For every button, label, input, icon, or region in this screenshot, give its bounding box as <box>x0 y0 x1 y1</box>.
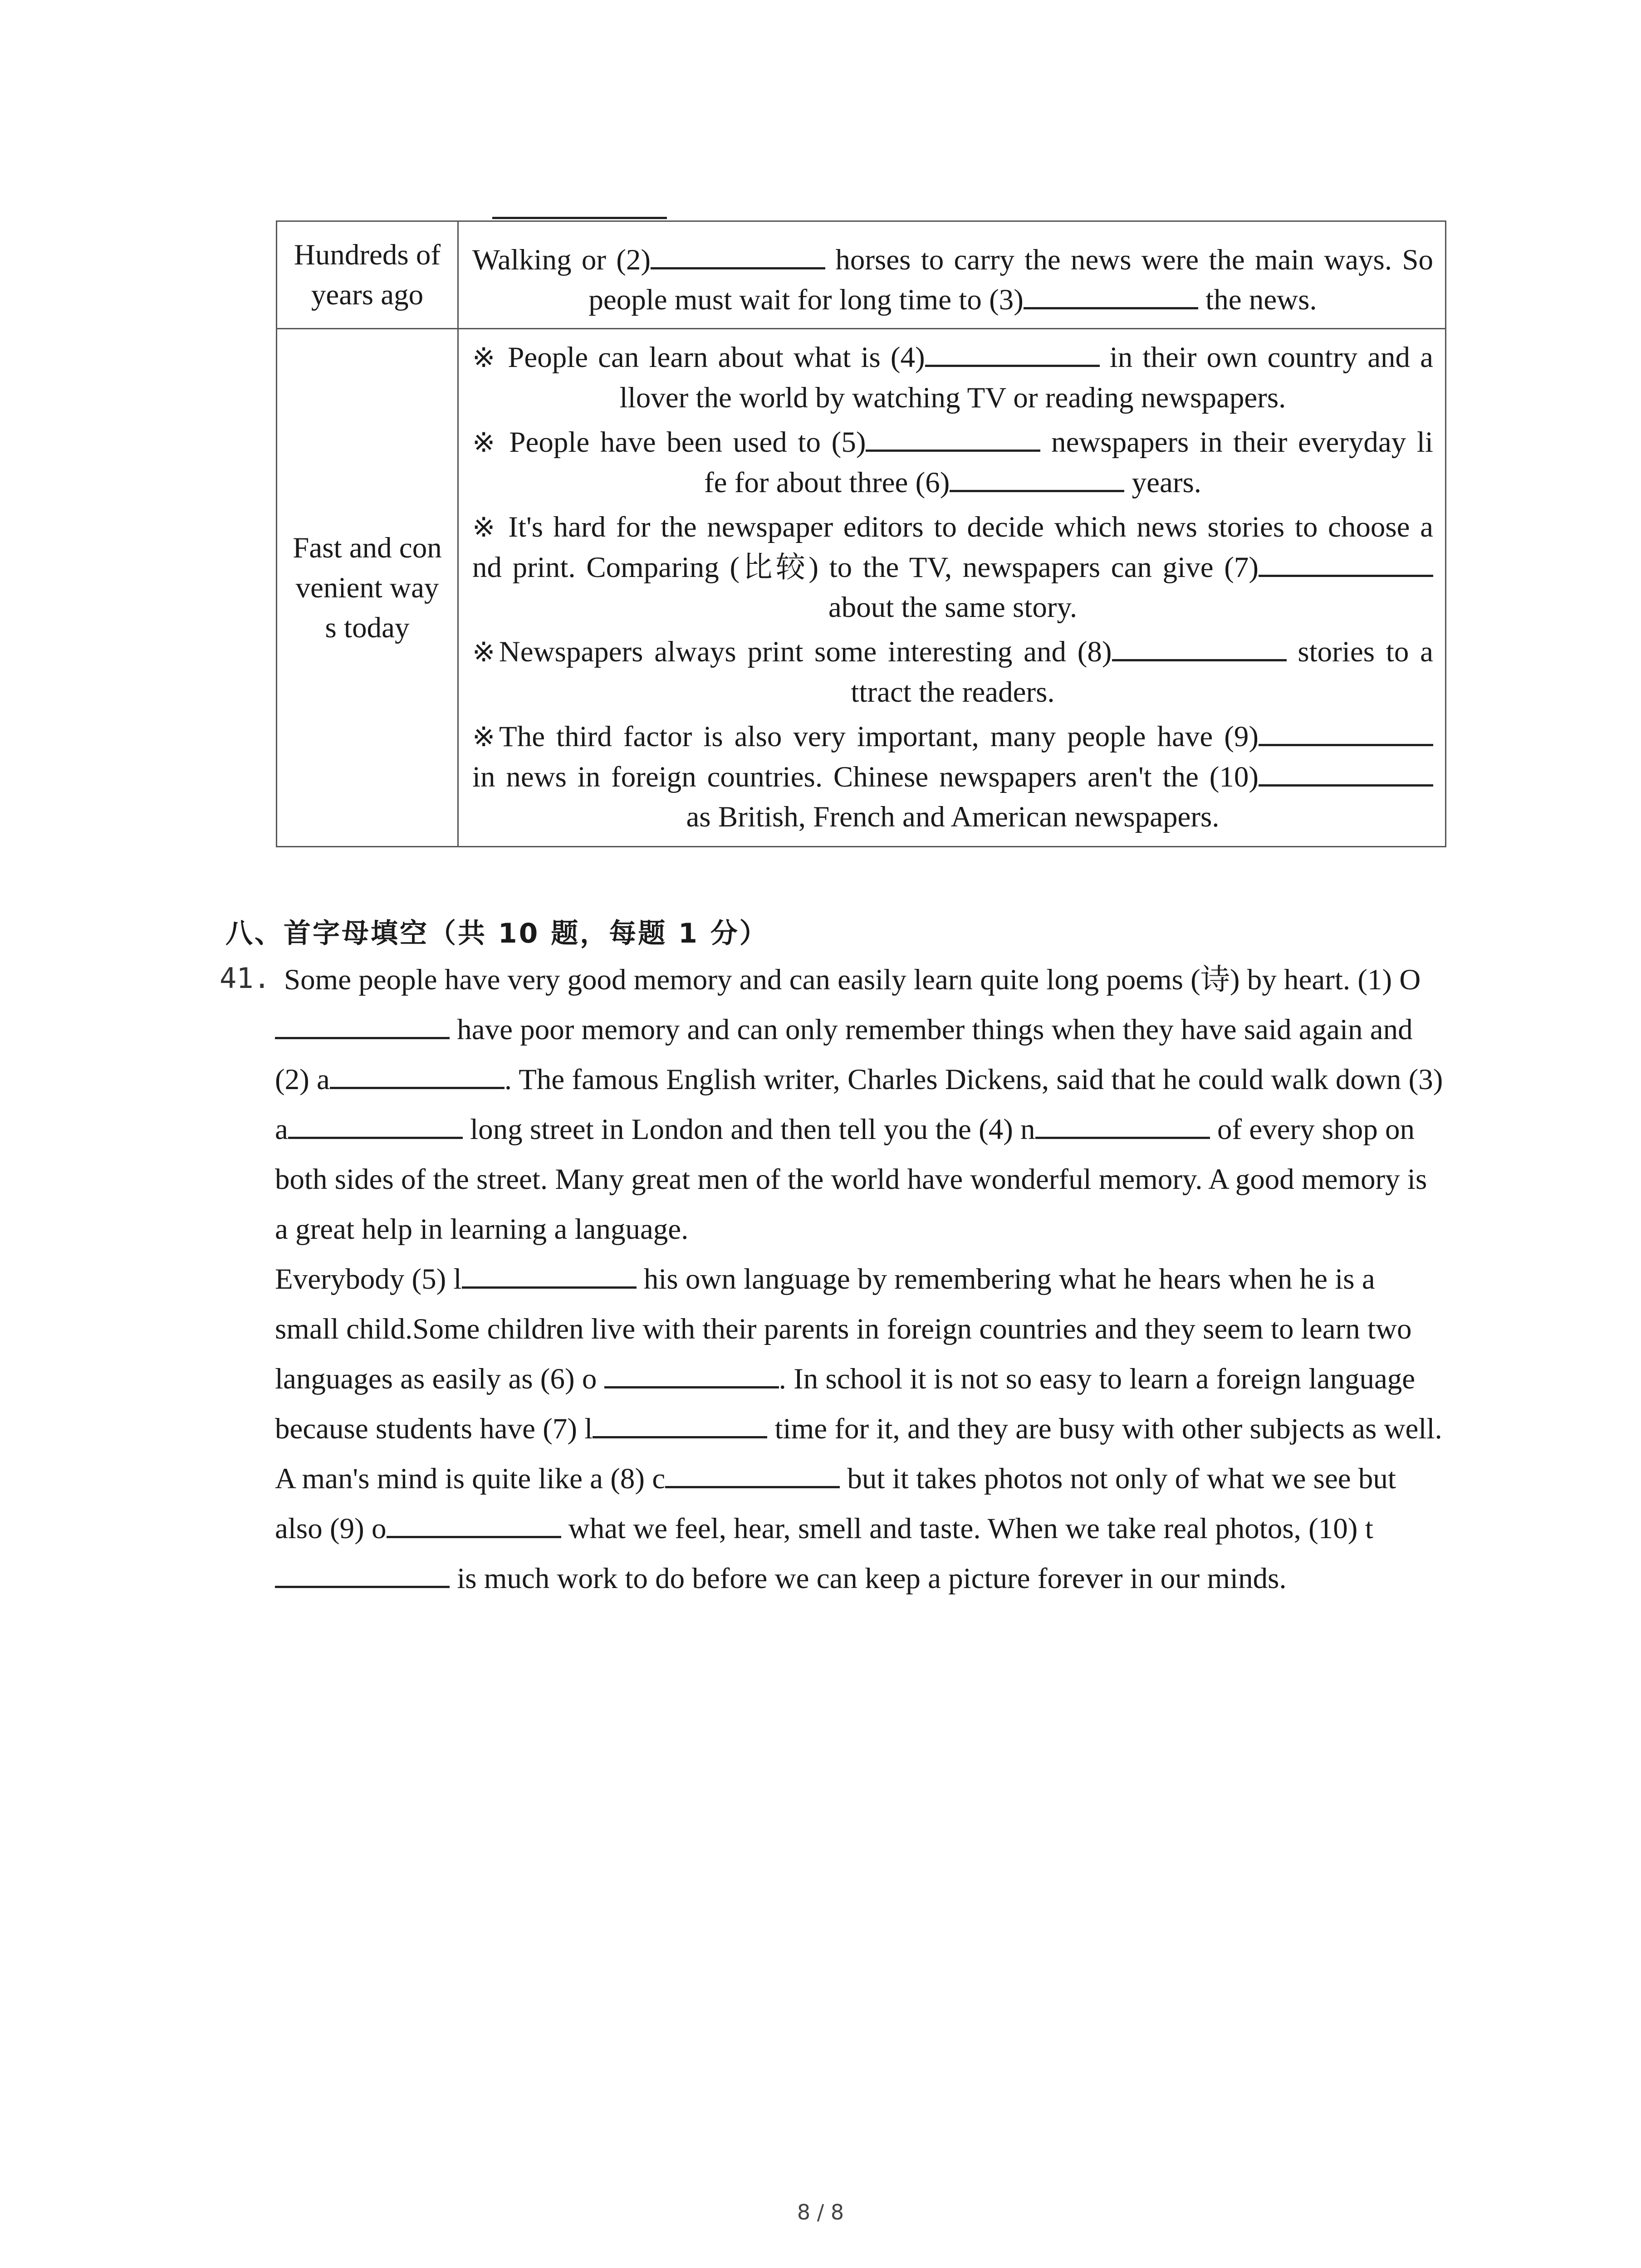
text-run: ttract the readers. <box>851 676 1055 709</box>
bullet-item <box>472 632 1433 712</box>
reference-mark-icon: ※ <box>472 342 498 374</box>
bullet-item <box>472 422 1433 503</box>
answer-blank-4[interactable] <box>925 337 1100 367</box>
row-label: Hundreds of years ago <box>294 239 441 311</box>
cloze-passage <box>275 955 1445 1603</box>
table-row <box>277 222 1445 328</box>
text-run: of every shop on both sides of the street. Many great men of the world have wonderful memory. A good memory is a great help in learning a language. <box>275 1113 1427 1246</box>
text-run: The third factor is also very important, many people have (9) <box>499 720 1259 753</box>
text-run: It's hard for the newspaper editors to decide which news stories to choose a <box>498 511 1434 543</box>
answer-blank-9[interactable] <box>1259 717 1433 746</box>
text-run: is much work to do before we can keep a picture forever in our minds. <box>450 1562 1287 1595</box>
text-run: years. <box>1124 466 1202 499</box>
text-run: what we feel, hear, smell and taste. When we take real photos, (10) t <box>561 1512 1373 1545</box>
text-run: fe for about three (6) <box>704 466 950 499</box>
answer-blank-7[interactable] <box>593 1409 767 1438</box>
row-label-cell <box>277 222 459 328</box>
answer-blank-3[interactable] <box>288 1110 463 1139</box>
answer-blank-2[interactable] <box>330 1060 505 1089</box>
answer-blank-8[interactable] <box>1112 632 1287 661</box>
answer-blank-4[interactable] <box>1035 1110 1210 1139</box>
text-run: stories to a <box>1286 635 1433 668</box>
text-run: llover the world by watching TV or reading newspapers. <box>619 381 1286 414</box>
answer-blank-2[interactable] <box>651 240 825 269</box>
reference-mark-icon: ※ <box>472 636 499 668</box>
text-run: . The famous English writer, Charles Dickens, said that he could walk down (3) a <box>275 1063 1443 1146</box>
text-run: his own language by remembering what he hears when he is a small child.Some children live with their parents in foreign countries and they seem to learn two languages as easily as (6) o <box>275 1263 1412 1395</box>
text-run: Everybody (5) l <box>275 1263 462 1295</box>
text-run: Newspapers always print some interesting and (8) <box>499 635 1112 668</box>
passage-paragraph <box>275 1254 1445 1603</box>
text-run: . In school it is not so easy to learn a foreign language because students have (7) l <box>275 1363 1416 1445</box>
text-run: as British, French and American newspapers. <box>686 801 1220 833</box>
question-number: 41. <box>220 962 270 995</box>
bullet-item <box>472 507 1433 627</box>
answer-blank-fragment[interactable] <box>492 217 667 219</box>
text-run: about the same story. <box>828 591 1078 624</box>
answer-blank-5[interactable] <box>462 1259 637 1289</box>
text-run: have poor memory and can only remember things when they have said again and (2) a <box>275 1013 1413 1096</box>
reference-mark-icon: ※ <box>472 427 499 459</box>
row-label-cell <box>277 329 459 846</box>
table-row <box>277 328 1445 846</box>
text-run: time for it, and they are busy with other subjects as well. A man's mind is quite like a (8) c <box>275 1413 1442 1495</box>
answer-blank-9[interactable] <box>387 1509 561 1538</box>
passage-paragraph <box>275 955 1445 1254</box>
row-content-cell <box>459 329 1445 846</box>
page-number: 8 / 8 <box>797 2200 844 2224</box>
text-run: People can learn about what is (4) <box>498 341 925 374</box>
text-run: in their own country and a <box>1099 341 1433 374</box>
answer-blank-1[interactable] <box>275 1010 450 1039</box>
answer-blank-10[interactable] <box>275 1559 450 1588</box>
text-run: long street in London and then tell you the (4) n <box>462 1113 1035 1146</box>
answer-blank-10[interactable] <box>1259 757 1433 787</box>
answer-blank-3[interactable] <box>1024 280 1198 309</box>
text-run: people must wait for long time to (3) <box>588 284 1024 316</box>
text-run: People have been used to (5) <box>498 426 866 459</box>
row-label: Fast and con venient way s today <box>293 531 442 644</box>
text-run: newspapers in their everyday li <box>1040 426 1433 459</box>
row-content-cell <box>459 222 1445 328</box>
answer-blank-8[interactable] <box>665 1459 840 1488</box>
text-run: but it takes photos not only of what we see but also (9) o <box>275 1462 1396 1545</box>
text-run: nd print. Comparing (比较) to the TV, newspapers can give (7) <box>472 551 1259 584</box>
answer-blank-5[interactable] <box>866 422 1040 452</box>
answer-blank-7[interactable] <box>1259 547 1433 577</box>
reference-mark-icon: ※ <box>472 721 500 753</box>
text-run: in news in foreign countries. Chinese newspapers aren't the (10) <box>472 761 1259 793</box>
text-run: the news. <box>1198 284 1317 316</box>
text-run: Walking or (2) <box>472 244 651 276</box>
answer-blank-6[interactable] <box>604 1359 779 1388</box>
section-heading: 八、首字母填空（共 10 题，每题 1 分） <box>225 918 769 949</box>
text-run: horses to carry the news were the main ways. So <box>825 244 1433 276</box>
bullet-item <box>472 717 1433 837</box>
reference-mark-icon: ※ <box>472 512 498 543</box>
row-paragraph <box>472 240 1433 320</box>
answer-blank-6[interactable] <box>950 463 1124 492</box>
text-run: Some people have very good memory and can easily learn quite long poems (诗) by heart. (1) O <box>284 963 1421 996</box>
news-table <box>276 220 1446 847</box>
bullet-item <box>472 337 1433 418</box>
